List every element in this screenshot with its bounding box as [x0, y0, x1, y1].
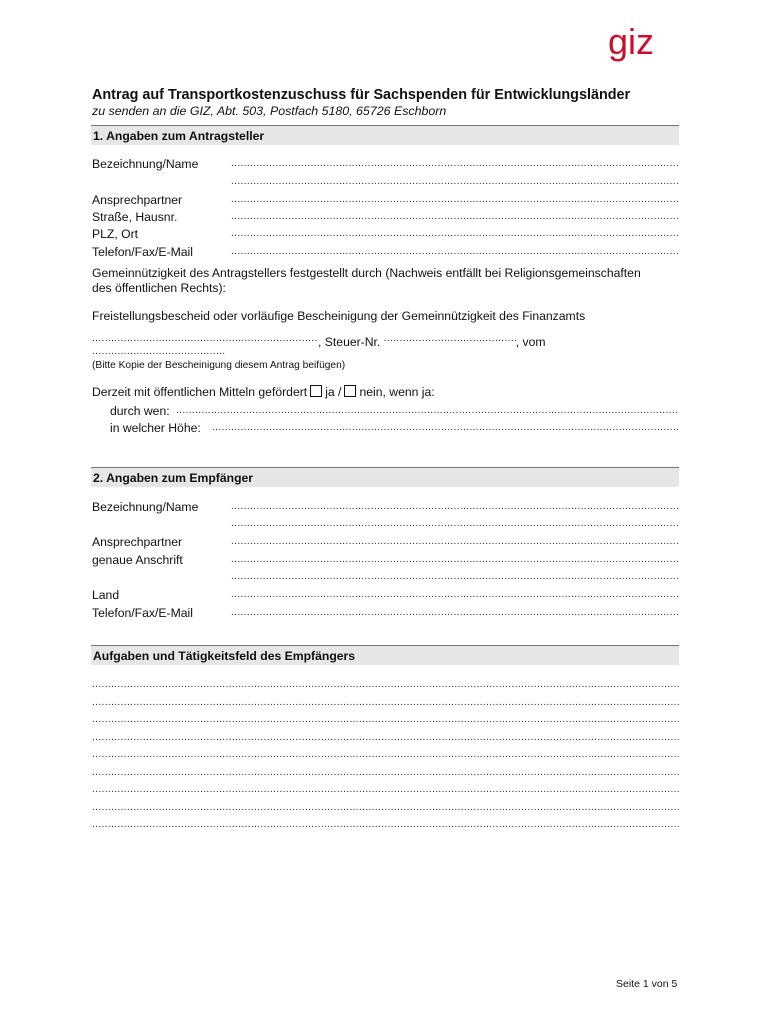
public-funds-label: Derzeit mit öffentlichen Mitteln gefördert — [92, 385, 308, 399]
exemption-field[interactable] — [92, 331, 318, 346]
recipient-address-field-2[interactable] — [231, 571, 679, 585]
applicant-zip-label: PLZ, Ort — [92, 227, 139, 241]
recipient-phone-label: Telefon/Fax/E-Mail — [92, 606, 193, 620]
amount-label: in welcher Höhe: — [110, 421, 201, 435]
tasks-line-6[interactable] — [92, 767, 679, 781]
section-applicant-header — [91, 125, 679, 145]
no-label: nein, wenn ja: — [359, 385, 435, 399]
nonprofit-text-1: Gemeinnützigkeit des Antragstellers festgestellt durch (Nachweis entfällt bei Religionsgemeinschaften — [92, 266, 641, 280]
applicant-phone-field[interactable] — [231, 246, 679, 260]
applicant-street-label: Straße, Hausnr. — [92, 210, 178, 224]
page-number: Seite 1 von 5 — [616, 978, 678, 990]
recipient-contact-label: Ansprechpartner — [92, 535, 183, 549]
by-whom-field[interactable] — [176, 405, 679, 419]
tax-number-label: , Steuer-Nr. — [318, 335, 384, 349]
copy-note: (Bitte Kopie der Bescheinigung diesem Antrag beifügen) — [92, 360, 346, 371]
section-tasks-header — [91, 645, 679, 665]
applicant-name-field[interactable] — [231, 158, 679, 172]
applicant-contact-label: Ansprechpartner — [92, 193, 183, 207]
recipient-name-field[interactable] — [231, 501, 679, 515]
form-subtitle: zu senden an die GIZ, Abt. 503, Postfach 5180, 65726 Eschborn — [92, 104, 447, 118]
recipient-address-label: genaue Anschrift — [92, 553, 183, 567]
section-recipient-title: 2. Angaben zum Empfänger — [93, 471, 254, 485]
exemption-text: Freistellungsbescheid oder vorläufige Bescheinigung der Gemeinnützigkeit des Finanzamts — [92, 309, 586, 323]
tasks-line-5[interactable] — [92, 749, 679, 763]
svg-text:giz: giz — [608, 24, 655, 62]
recipient-country-field[interactable] — [231, 589, 679, 603]
applicant-street-field[interactable] — [231, 211, 679, 225]
tasks-line-3[interactable] — [92, 714, 679, 728]
nonprofit-text-2: des öffentlichen Rechts): — [92, 281, 226, 295]
recipient-name-label: Bezeichnung/Name — [92, 500, 199, 514]
recipient-country-label: Land — [92, 588, 120, 602]
applicant-phone-label: Telefon/Fax/E-Mail — [92, 245, 193, 259]
form-title: Antrag auf Transportkostenzuschuss für Sachspenden für Entwicklungsländer — [92, 87, 631, 103]
recipient-phone-field[interactable] — [231, 607, 679, 621]
tasks-line-2[interactable] — [92, 697, 679, 711]
tasks-line-1[interactable] — [92, 679, 679, 693]
giz-logo — [608, 24, 670, 70]
recipient-address-field[interactable] — [231, 554, 679, 568]
recipient-contact-field[interactable] — [231, 536, 679, 550]
date-field[interactable] — [92, 346, 226, 360]
section-recipient-header — [91, 467, 679, 487]
yes-checkbox[interactable] — [310, 385, 322, 397]
tasks-line-9[interactable] — [92, 819, 679, 833]
applicant-name-field-2[interactable] — [231, 176, 679, 190]
section-applicant-title: 1. Angaben zum Antragsteller — [93, 129, 265, 143]
public-funds-line — [92, 385, 435, 400]
applicant-zip-field[interactable] — [231, 228, 679, 242]
no-checkbox[interactable] — [344, 385, 356, 397]
yes-label: ja / — [325, 385, 342, 399]
recipient-name-field-2[interactable] — [231, 518, 679, 532]
date-label: , vom — [515, 335, 546, 349]
applicant-name-label: Bezeichnung/Name — [92, 157, 199, 171]
applicant-contact-field[interactable] — [231, 194, 679, 208]
tasks-line-8[interactable] — [92, 802, 679, 816]
section-tasks-title: Aufgaben und Tätigkeitsfeld des Empfängers — [93, 649, 356, 663]
tasks-line-7[interactable] — [92, 784, 679, 798]
tax-number-field[interactable] — [384, 331, 516, 346]
by-whom-label: durch wen: — [110, 404, 170, 418]
amount-field[interactable] — [212, 422, 679, 436]
tasks-line-4[interactable] — [92, 732, 679, 746]
